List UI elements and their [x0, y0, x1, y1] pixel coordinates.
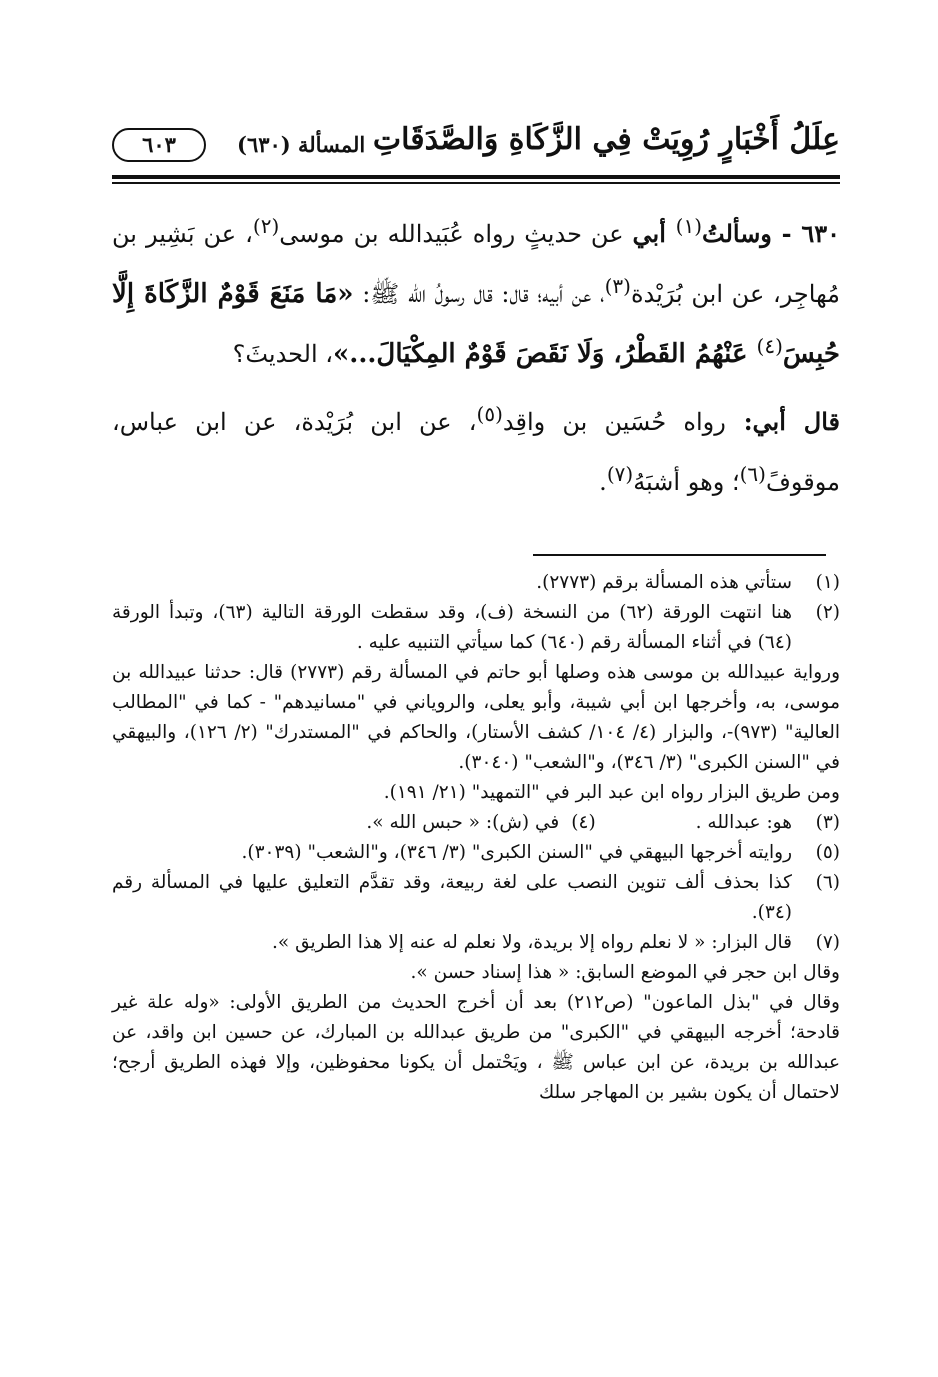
footnote-number: (٧) — [815, 932, 840, 953]
footnote-2 — [112, 598, 840, 658]
footnote-1 — [112, 568, 840, 598]
footnote-number: (٣) — [815, 812, 840, 833]
footnote-number: (٤) — [571, 812, 596, 833]
page-header — [112, 116, 840, 172]
footnote-number: (٢) — [815, 602, 840, 623]
footnote-7 — [112, 928, 840, 958]
paragraph-answer — [112, 388, 840, 508]
header-rule-thick — [112, 175, 840, 179]
footnote-ref-5: (٥) — [476, 402, 503, 426]
page-number: ٦٠٣ — [112, 128, 206, 162]
question-text-2: ، عن بَشِير بن مُهاجِر، عن ابن بُرَيْدة — [112, 220, 840, 308]
question-lead-2: أبي — [632, 219, 676, 248]
footnote-ref-4: (٤) — [756, 334, 783, 358]
answer-text-3: ؛ وهو أشبَهُ — [633, 468, 740, 496]
footnote-2-continuation: ومن طريق البزار رواه ابن عبد البر في "التمهيد" (٢١/ ١٩١). — [383, 782, 840, 803]
question-lead: وسألتُ — [702, 219, 772, 248]
question-text-3: ، عن أبيه؛ قال: قال رسولُ الله ﷺ: — [353, 280, 605, 308]
footnote-number: (١) — [815, 572, 840, 593]
footnote-7-continuation: وقال في "بذل الماعون" (ص٢١٢) بعد أن أخرج الحديث من الطريق الأولى: «وله علة غير قادحة؛ أخرجه البيهقي في "الكبرى" من طريق عبدالله بن المبارك، عن حسين ابن واقد، عن عبدالله بن بريدة، عن ابن عباس ﷺ ، ويَحْتمل أن يكونا محفوظين، وإلا فهذه الطريق أرجح؛ لاحتمال أن يكون بشير بن المهاجر سلك — [112, 992, 840, 1103]
footnote-text: ستأتي هذه المسألة برقم (٢٧٧٣). — [536, 572, 792, 593]
book-title: عِلَلُ أَخْبَارٍ رُوِيَتْ فِي الزَّكَاةِ وَالصَّدَقَاتِ — [372, 122, 840, 157]
header-rule-thin — [112, 182, 840, 184]
issue-number: ٦٣٠ - — [771, 219, 840, 248]
footnotes — [112, 568, 840, 1108]
hadith-text-1: «مَا مَنَعَ قَوْمٌ الزَّكَاةَ إِلَّا حُبِسَ — [112, 279, 840, 369]
footnote-text: هو: عبدالله . — [695, 812, 792, 833]
footnote-5 — [112, 838, 840, 868]
issue-label: المسألة (٦٣٠) — [237, 132, 366, 157]
footnote-ref-2: (٢) — [252, 214, 280, 238]
footnote-separator — [533, 554, 826, 556]
footnote-7-continuation: وقال ابن حجر في الموضع السابق: « هذا إسناد حسن ». — [410, 962, 840, 983]
footnote-number: (٥) — [815, 842, 840, 863]
footnote-text: كذا بحذف ألف تنوين النصب على لغة ربيعة، وقد تقدَّم التعليق عليها في المسألة رقم (٣٤). — [112, 872, 792, 923]
question-end: ، الحديثَ؟ — [232, 340, 334, 368]
footnote-ref-7: (٧) — [606, 462, 634, 486]
footnote-6 — [112, 868, 840, 928]
footnote-ref-3: (٣) — [604, 274, 631, 298]
answer-lead: قال أبي: — [725, 407, 841, 436]
answer-text-1: رواه حُسَين بن واقِد — [502, 408, 726, 436]
answer-text-2: ، عن ابن بُرَيْدة، عن ابن عباس، موقوفً — [112, 408, 840, 496]
footnote-2-continuation: ورواية عبيدالله بن موسى هذه وصلها أبو حاتم في المسألة رقم (٢٧٧٣) قال: حدثنا عبيدالله بن موسى، به، وأخرجها ابن أبي شيبة، وأبو يعلى، والروياني في "مسانيدهم" - كما في "المطالب العالية" (٩٧٣)-، والبزار (٤/ ١٠٤/ كشف الأستار)، والحاكم في "المستدرك" (٢/ ١٢٦)، والبيهقي في "السنن الكبرى" (٣/ ٣٤٦)، و"الشعب" (٣٠٤٠). — [112, 662, 841, 773]
footnote-ref-6: (٦) — [739, 462, 766, 486]
paragraph-question — [112, 200, 840, 380]
hadith-text-2: عَنْهُمُ القَطْرُ، وَلَا نَقَصَ قَوْمٌ المِكْيَالَ...» — [333, 339, 757, 369]
footnote-number: (٦) — [815, 872, 840, 893]
footnote-ref-1: (١) — [675, 214, 702, 238]
main-text — [112, 200, 840, 508]
footnote-3-4 — [112, 808, 840, 838]
footnote-text: في (ش): « حبس الله ». — [366, 812, 560, 833]
footnote-text: روايته أخرجها البيهقي في "السنن الكبرى" (٣/ ٣٤٦)، و"الشعب" (٣٠٣٩). — [241, 842, 792, 863]
question-text-1: عن حديثٍ رواه عُبَيدالله بن موسى — [279, 220, 633, 248]
answer-end: . — [599, 468, 607, 496]
footnote-text: قال البزار: « لا نعلم رواه إلا بريدة، ولا نعلم له عنه إلا هذا الطريق ». — [272, 932, 792, 953]
footnote-text: هنا انتهت الورقة (٦٢) من النسخة (ف)، وقد سقطت الورقة التالية (٦٣)، وتبدأ الورقة (٦٤) في أثناء المسألة رقم (٦٤٠) كما سيأتي التنبيه عليه . — [112, 602, 792, 653]
